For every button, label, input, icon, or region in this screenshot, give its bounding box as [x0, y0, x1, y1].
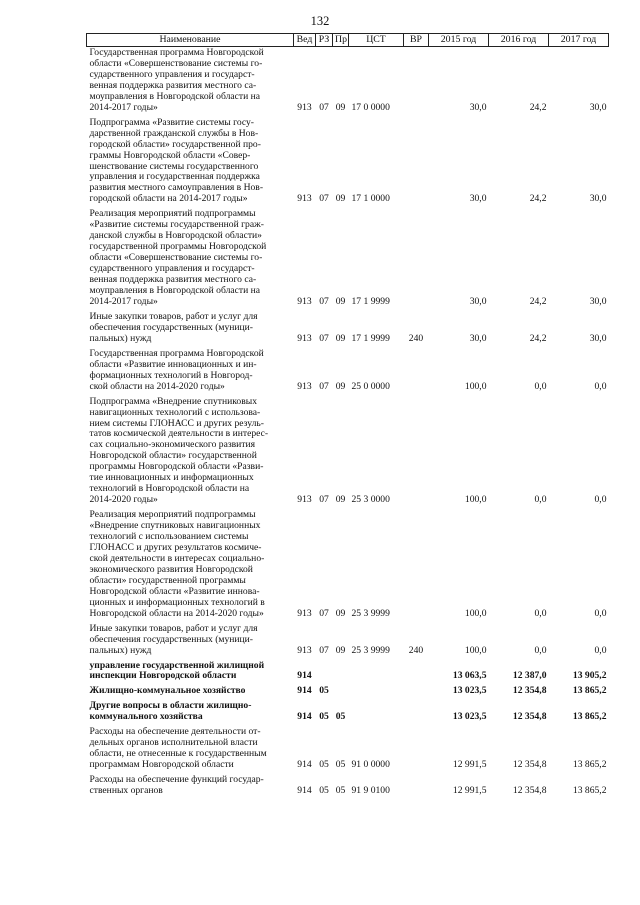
- table-header-row: [87, 34, 609, 47]
- cst-cell: 17 1 9999: [351, 332, 390, 344]
- rz-cell: 07: [319, 644, 329, 656]
- ved-cell: 913: [297, 380, 312, 392]
- amount-2016-cell: 24,2: [529, 295, 547, 307]
- row-name-line: области «Развитие инновационных и ин-: [89, 358, 257, 370]
- amount-2017-cell: 13 905,2: [572, 670, 607, 682]
- row-name-line: Подпрограмма «Внедрение спутниковых: [89, 395, 257, 407]
- row-name-line: Жилищно-коммунальное хозяйство: [89, 685, 246, 697]
- cst-cell: 17 1 0000: [351, 193, 390, 205]
- row-name-line: «Развитие системы государственной граж-: [89, 219, 264, 231]
- row-name-cell: [87, 47, 294, 117]
- table-row: [87, 311, 609, 348]
- amount-2015-cell: 100,0: [464, 380, 487, 392]
- ved-cell: 914: [297, 670, 312, 682]
- ved-cell: 913: [297, 193, 312, 205]
- row-name-line: обеспечения государственных (муници-: [89, 321, 254, 333]
- row-name-line: технологий с использованием системы: [89, 531, 249, 543]
- row-name-line: Государственная программа Новгородской: [89, 47, 264, 58]
- rz-cell: 05: [319, 785, 329, 797]
- amount-2015-cell: 100,0: [464, 644, 487, 656]
- amount-2016-cell: 12 354,8: [512, 785, 547, 797]
- row-name-line: пальных) нужд: [89, 332, 152, 344]
- row-name-line: ционных и информационных технологий в: [89, 596, 265, 608]
- amount-2015-cell: 100,0: [464, 607, 487, 619]
- row-name-cell: [87, 660, 294, 686]
- row-name-line: моуправления в Новгородской области на: [89, 285, 261, 297]
- ved-cell: 914: [297, 759, 312, 771]
- row-name-cell: [87, 311, 294, 348]
- pr-cell: 09: [335, 644, 346, 656]
- amount-2017-cell: 0,0: [594, 380, 607, 392]
- pr-cell: [333, 685, 349, 700]
- table-row: [87, 623, 609, 660]
- vr-cell: [404, 774, 429, 800]
- amount-2016-cell: 0,0: [534, 380, 547, 392]
- row-name-line: моуправления в Новгородской области на: [89, 90, 261, 102]
- rz-cell: 07: [319, 607, 329, 619]
- cst-cell: [349, 660, 404, 686]
- row-name-line: тие инновационных и информационных: [89, 472, 254, 484]
- amount-2015-cell: 30,0: [469, 193, 487, 205]
- row-name-line: инспекции Новгородской области: [89, 670, 237, 682]
- rz-cell: [316, 660, 333, 686]
- row-name-line: развития местного самоуправления в Нов-: [89, 182, 264, 194]
- page-number: 132: [310, 14, 330, 28]
- pr-cell: [333, 660, 349, 686]
- pr-cell: 09: [335, 295, 346, 307]
- row-name-line: сударственного управления и государст-: [89, 263, 255, 275]
- cst-cell: 25 3 9999: [351, 644, 390, 656]
- table-row: [87, 700, 609, 726]
- vr-cell: [404, 685, 429, 700]
- amount-2017-cell: 13 865,2: [572, 685, 607, 697]
- row-name-line: Реализация мероприятий подпрограммы: [89, 509, 256, 521]
- row-name-line: навигационных технологий с использова-: [89, 406, 261, 418]
- row-name-line: ской деятельности в интересах социально-: [89, 552, 265, 564]
- row-name-line: экономического развития Новгородской: [89, 563, 253, 575]
- header-name: Наименование: [87, 34, 294, 47]
- amount-2015-cell: 30,0: [469, 101, 487, 113]
- table-row: [87, 208, 609, 311]
- amount-2016-cell: 12 354,8: [512, 759, 547, 771]
- row-name-cell: [87, 348, 294, 396]
- row-name-line: области «Совершенствование системы го-: [89, 252, 263, 264]
- row-name-cell: [87, 509, 294, 623]
- row-name-line: граммы Новгородской области «Совер-: [89, 149, 251, 161]
- cst-cell: 17 1 9999: [351, 295, 390, 307]
- table-row: [87, 47, 609, 117]
- header-2015: 2015 год: [429, 34, 489, 47]
- row-name-line: нием системы ГЛОНАСС и других резуль-: [89, 417, 264, 429]
- pr-cell: 09: [335, 332, 346, 344]
- pr-cell: 09: [335, 193, 346, 205]
- amount-2017-cell: 30,0: [589, 295, 607, 307]
- row-name-cell: [87, 117, 294, 209]
- row-name-line: программам Новгородской области: [89, 759, 234, 771]
- amount-2016-cell: 24,2: [529, 101, 547, 113]
- vr-cell: [404, 660, 429, 686]
- row-name-line: Другие вопросы в области жилищно-: [89, 700, 252, 712]
- ved-cell: 913: [297, 644, 312, 656]
- vr-cell: 240: [408, 644, 424, 656]
- row-name-line: обеспечения государственных (муници-: [89, 633, 254, 645]
- row-name-line: городской области на 2014-2017 годы»: [89, 193, 248, 205]
- pr-cell: 09: [335, 494, 346, 506]
- pr-cell: 09: [335, 101, 346, 113]
- row-name-line: управление государственной жилищной: [89, 659, 265, 671]
- amount-2016-cell: 0,0: [534, 494, 547, 506]
- row-name-cell: [87, 208, 294, 311]
- vr-cell: [404, 47, 429, 117]
- amount-2016-cell: 0,0: [534, 607, 547, 619]
- amount-2015-cell: 12 991,5: [452, 785, 487, 797]
- row-name-line: дарственной гражданской службы в Нов-: [89, 127, 259, 139]
- rz-cell: 07: [319, 193, 329, 205]
- amount-2017-cell: 0,0: [594, 494, 607, 506]
- row-name-line: управления и государственная поддержка: [89, 171, 260, 183]
- header-rz: РЗ: [316, 34, 333, 47]
- amount-2017-cell: 0,0: [594, 644, 607, 656]
- ved-cell: 914: [297, 711, 312, 723]
- table-row: [87, 660, 609, 686]
- row-name-line: городской области» государственной про-: [89, 138, 261, 150]
- row-name-cell: [87, 396, 294, 510]
- table-row: [87, 509, 609, 623]
- amount-2016-cell: 24,2: [529, 193, 547, 205]
- header-2016: 2016 год: [489, 34, 549, 47]
- row-name-cell: [87, 726, 294, 774]
- cst-cell: 25 3 0000: [351, 494, 390, 506]
- vr-cell: 240: [408, 332, 424, 344]
- vr-cell: [404, 726, 429, 774]
- row-name-line: венная поддержка развития местного са-: [89, 274, 257, 286]
- amount-2017-cell: 0,0: [594, 607, 607, 619]
- row-name-line: «Внедрение спутниковых навигационных: [89, 520, 261, 532]
- pr-cell: 05: [335, 711, 346, 723]
- ved-cell: 914: [297, 785, 312, 797]
- row-name-line: Новгородской области на 2014-2020 годы»: [89, 607, 264, 619]
- row-name-line: области, не отнесенные к государственным: [89, 748, 267, 760]
- amount-2017-cell: 30,0: [589, 101, 607, 113]
- rz-cell: 07: [319, 101, 329, 113]
- amount-2017-cell: 13 865,2: [572, 711, 607, 723]
- row-name-line: области «Совершенствование системы го-: [89, 57, 263, 69]
- amount-2017-cell: 30,0: [589, 193, 607, 205]
- vr-cell: [404, 208, 429, 311]
- row-name-line: пальных) нужд: [89, 644, 152, 656]
- amount-2016-cell: 12 354,8: [512, 711, 547, 723]
- ved-cell: 913: [297, 607, 312, 619]
- row-name-line: данской службы в Новгородской области»: [89, 230, 262, 242]
- amount-2016-cell: 12 387,0: [512, 670, 547, 682]
- amount-2017-cell: 13 865,2: [572, 759, 607, 771]
- row-name-line: татов космической деятельности в интерес-: [89, 428, 269, 440]
- row-name-line: венная поддержка развития местного са-: [89, 79, 257, 91]
- row-name-line: государственной программы Новгородской: [89, 241, 267, 253]
- row-name-line: сударственного управления и государст-: [89, 68, 255, 80]
- rz-cell: 07: [319, 295, 329, 307]
- row-name-cell: [87, 774, 294, 800]
- rz-cell: 05: [319, 711, 329, 723]
- cst-cell: 25 0 0000: [351, 380, 390, 392]
- cst-cell: 91 9 0100: [351, 785, 390, 797]
- row-name-line: Государственная программа Новгородской: [89, 347, 264, 359]
- amount-2015-cell: 30,0: [469, 332, 487, 344]
- rz-cell: 07: [319, 332, 329, 344]
- amount-2015-cell: 100,0: [464, 494, 487, 506]
- header-vr: ВР: [404, 34, 429, 47]
- budget-table: [86, 33, 609, 800]
- amount-2016-cell: 24,2: [529, 332, 547, 344]
- amount-2017-cell: 30,0: [589, 332, 607, 344]
- rz-cell: 07: [319, 494, 329, 506]
- amount-2016-cell: 0,0: [534, 644, 547, 656]
- rz-cell: 05: [319, 685, 329, 697]
- row-name-line: 2014-2020 годы»: [89, 494, 158, 506]
- amount-2015-cell: 13 023,5: [452, 685, 487, 697]
- pr-cell: 09: [335, 380, 346, 392]
- header-pr: Пр: [333, 34, 349, 47]
- pr-cell: 05: [335, 759, 346, 771]
- amount-2015-cell: 13 023,5: [452, 711, 487, 723]
- table-row: [87, 117, 609, 209]
- ved-cell: 913: [297, 332, 312, 344]
- row-name-line: ской области на 2014-2020 годы»: [89, 380, 225, 392]
- rz-cell: 07: [319, 380, 329, 392]
- vr-cell: [404, 396, 429, 510]
- ved-cell: 913: [297, 101, 312, 113]
- row-name-line: 2014-2017 годы»: [89, 295, 158, 307]
- row-name-line: формационных технологий в Новгород-: [89, 369, 253, 381]
- pr-cell: 05: [335, 785, 346, 797]
- row-name-line: Реализация мероприятий подпрограммы: [89, 208, 256, 220]
- header-cst: ЦСТ: [349, 34, 404, 47]
- vr-cell: [404, 117, 429, 209]
- row-name-line: Расходы на обеспечение функций государ-: [89, 774, 264, 786]
- header-2017: 2017 год: [549, 34, 609, 47]
- pr-cell: 09: [335, 607, 346, 619]
- vr-cell: [404, 509, 429, 623]
- row-name-line: шенствование системы государственного: [89, 160, 259, 172]
- ved-cell: 913: [297, 494, 312, 506]
- cst-cell: 17 0 0000: [351, 101, 390, 113]
- row-name-cell: [87, 700, 294, 726]
- table-row: [87, 726, 609, 774]
- table-row: [87, 348, 609, 396]
- cst-cell: 25 3 9999: [351, 607, 390, 619]
- ved-cell: 913: [297, 295, 312, 307]
- vr-cell: [404, 348, 429, 396]
- row-name-line: Подпрограмма «Развитие системы госу-: [89, 116, 254, 128]
- cst-cell: [349, 700, 404, 726]
- row-name-line: коммунального хозяйства: [89, 711, 203, 723]
- rz-cell: 05: [319, 759, 329, 771]
- header-ved: Вед: [294, 34, 316, 47]
- row-name-cell: [87, 623, 294, 660]
- row-name-line: Иные закупки товаров, работ и услуг для: [89, 310, 258, 322]
- row-name-line: Расходы на обеспечение деятельности от-: [89, 726, 261, 738]
- row-name-cell: [87, 685, 294, 700]
- row-name-line: 2014-2017 годы»: [89, 101, 158, 113]
- row-name-line: технологий в Новгородской области на: [89, 483, 250, 495]
- table-row: [87, 774, 609, 800]
- amount-2015-cell: 30,0: [469, 295, 487, 307]
- row-name-line: ственных органов: [89, 785, 163, 797]
- row-name-line: области» государственной программы: [89, 574, 246, 586]
- amount-2015-cell: 12 991,5: [452, 759, 487, 771]
- row-name-line: Новгородской области «Развитие иннова-: [89, 585, 260, 597]
- amount-2017-cell: 13 865,2: [572, 785, 607, 797]
- cst-cell: [349, 685, 404, 700]
- row-name-line: ГЛОНАСС и других результатов космиче-: [89, 541, 262, 553]
- table-row: [87, 685, 609, 700]
- amount-2016-cell: 12 354,8: [512, 685, 547, 697]
- row-name-line: программы Новгородской области «Разви-: [89, 461, 264, 473]
- table-row: [87, 396, 609, 510]
- row-name-line: дельных органов исполнительной власти: [89, 737, 258, 749]
- amount-2015-cell: 13 063,5: [452, 670, 487, 682]
- row-name-line: Новгородской области» государственной: [89, 450, 257, 462]
- row-name-line: сах социально-экономического развития: [89, 439, 256, 451]
- cst-cell: 91 0 0000: [351, 759, 390, 771]
- vr-cell: [404, 700, 429, 726]
- table-body: [87, 47, 609, 801]
- row-name-line: Иные закупки товаров, работ и услуг для: [89, 622, 258, 634]
- ved-cell: 914: [297, 685, 312, 697]
